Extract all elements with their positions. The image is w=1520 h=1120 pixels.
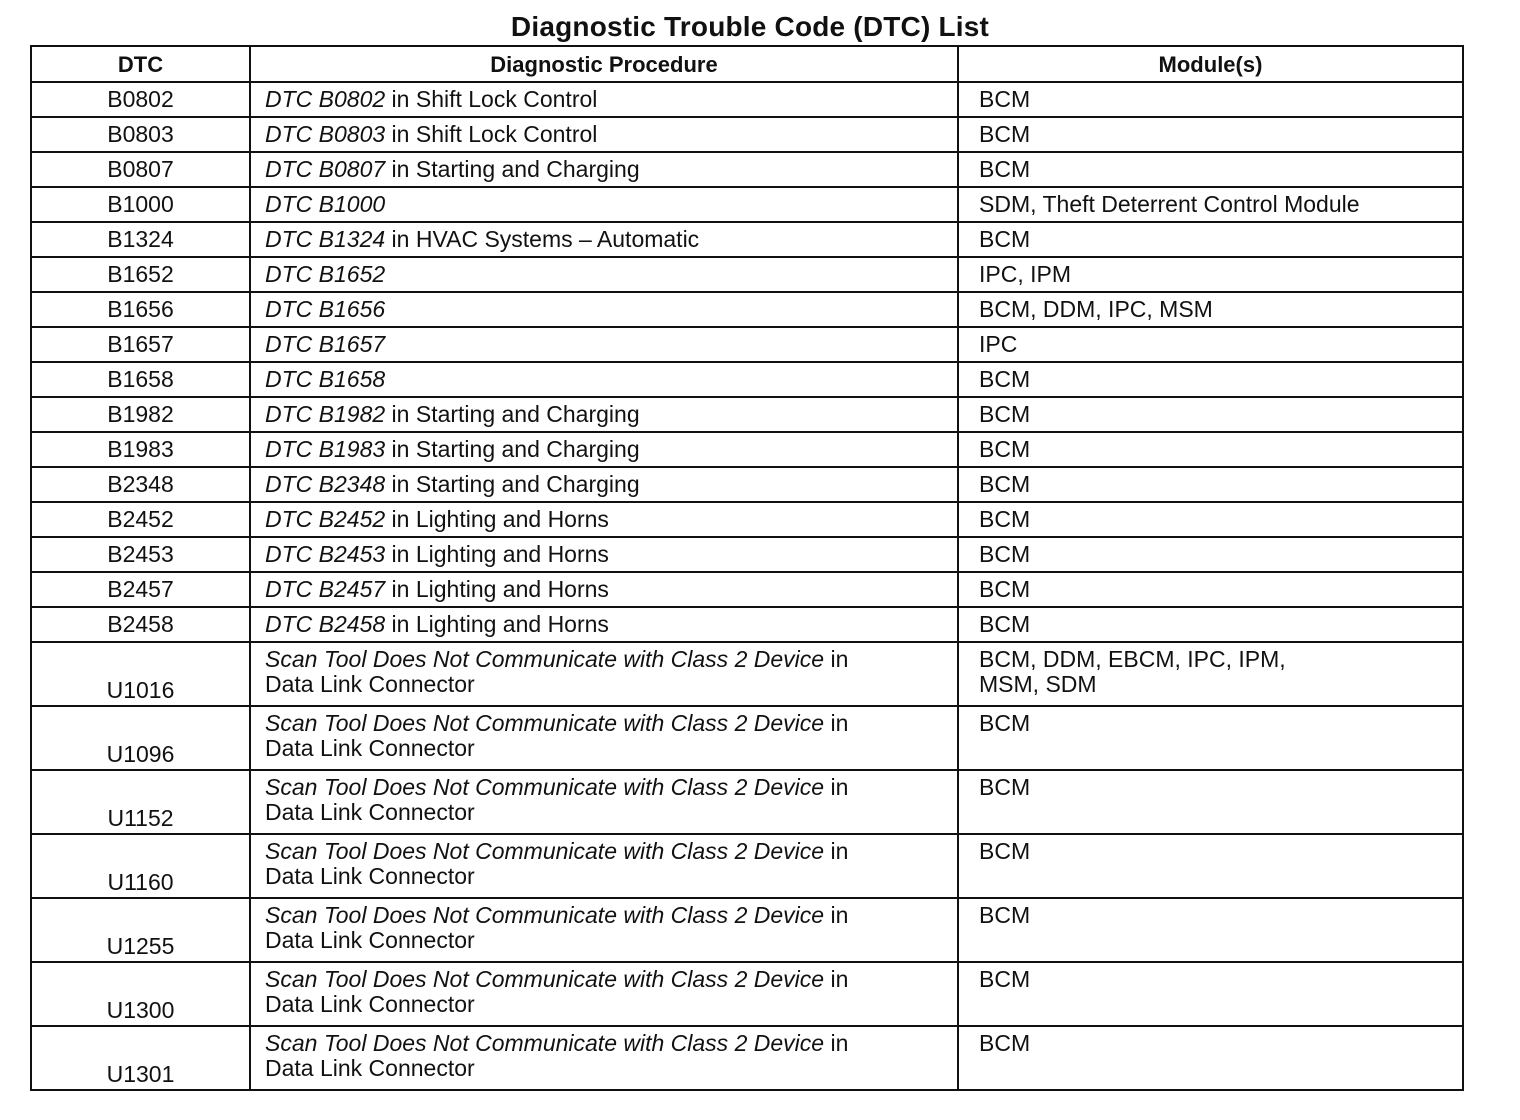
modules-line-1: IPC, IPM	[979, 261, 1072, 287]
procedure-cell	[250, 962, 958, 1026]
procedure-cell	[250, 1026, 958, 1090]
modules-line-1: BCM	[979, 471, 1031, 497]
modules-line-1: BCM	[979, 902, 1031, 928]
procedure-line-1	[265, 331, 385, 357]
procedure-line-1	[265, 1031, 957, 1056]
procedure-cell	[250, 82, 958, 117]
modules-cell	[958, 82, 1463, 117]
procedure-reference-link[interactable]: Scan Tool Does Not Communicate with Class 2 Device	[265, 966, 825, 992]
procedure-reference-link[interactable]: Scan Tool Does Not Communicate with Class 2 Device	[265, 710, 825, 736]
dtc-code-cell: B1982	[31, 397, 250, 432]
dtc-code-cell: B1658	[31, 362, 250, 397]
procedure-line-1	[265, 366, 385, 392]
table-row	[31, 467, 1463, 502]
table-row	[31, 362, 1463, 397]
procedure-section: in Shift Lock Control	[385, 86, 598, 112]
modules-line-1: BCM	[979, 121, 1031, 147]
modules-line-1: BCM	[979, 226, 1031, 252]
table-row	[31, 152, 1463, 187]
procedure-section: in	[824, 966, 849, 992]
procedure-cell	[250, 117, 958, 152]
table-row	[31, 1026, 1463, 1090]
dtc-code-cell: U1016	[31, 642, 250, 706]
table-row	[31, 607, 1463, 642]
table-row	[31, 642, 1463, 706]
procedure-line-1	[265, 121, 597, 147]
table-row	[31, 187, 1463, 222]
modules-line-1: BCM	[979, 838, 1031, 864]
procedure-reference-link[interactable]: DTC B2348	[265, 471, 386, 497]
modules-cell	[958, 117, 1463, 152]
modules-cell	[958, 706, 1463, 770]
modules-cell	[958, 467, 1463, 502]
procedure-reference-link[interactable]: Scan Tool Does Not Communicate with Class 2 Device	[265, 1030, 825, 1056]
procedure-section: in Starting and Charging	[385, 471, 640, 497]
modules-cell	[958, 362, 1463, 397]
column-header-dtc: DTC	[31, 46, 250, 82]
table-row	[31, 706, 1463, 770]
procedure-line-1	[265, 775, 957, 800]
procedure-line-1	[265, 191, 385, 217]
procedure-cell	[250, 152, 958, 187]
procedure-line-1	[265, 967, 957, 992]
procedure-cell	[250, 502, 958, 537]
dtc-table	[30, 45, 1464, 1091]
procedure-cell	[250, 572, 958, 607]
table-row	[31, 834, 1463, 898]
procedure-section: in Lighting and Horns	[385, 506, 609, 532]
procedure-cell	[250, 467, 958, 502]
procedure-line-1	[265, 261, 385, 287]
procedure-cell	[250, 432, 958, 467]
modules-line-1: BCM	[979, 611, 1031, 637]
procedure-section: in Starting and Charging	[385, 401, 640, 427]
table-header-row	[31, 46, 1463, 82]
procedure-section: in	[824, 646, 849, 672]
procedure-line-1	[265, 296, 385, 322]
procedure-reference-link[interactable]: DTC B1658	[265, 366, 386, 392]
procedure-section: in	[824, 774, 849, 800]
modules-cell	[958, 257, 1463, 292]
procedure-reference-link[interactable]: DTC B1983	[265, 436, 386, 462]
modules-cell	[958, 1026, 1463, 1090]
dtc-code-cell: B1652	[31, 257, 250, 292]
procedure-line-1	[265, 576, 609, 602]
procedure-line-1	[265, 541, 609, 567]
modules-cell	[958, 834, 1463, 898]
procedure-line-1	[265, 401, 640, 427]
dtc-code-cell: B1656	[31, 292, 250, 327]
procedure-reference-link[interactable]: Scan Tool Does Not Communicate with Class 2 Device	[265, 774, 825, 800]
modules-cell	[958, 962, 1463, 1026]
procedure-reference-link[interactable]: DTC B0807	[265, 156, 386, 182]
procedure-section: in Lighting and Horns	[385, 576, 609, 602]
procedure-cell	[250, 362, 958, 397]
modules-cell	[958, 152, 1463, 187]
procedure-section: in	[824, 838, 849, 864]
procedure-reference-link[interactable]: DTC B2458	[265, 611, 386, 637]
modules-cell	[958, 607, 1463, 642]
procedure-section: in HVAC Systems – Automatic	[385, 226, 700, 252]
procedure-line-1	[265, 647, 957, 672]
modules-line-1: BCM	[979, 710, 1031, 736]
procedure-line-2: Data Link Connector	[265, 1055, 475, 1081]
table-row	[31, 770, 1463, 834]
modules-line-2: MSM, SDM	[979, 671, 1097, 697]
procedure-cell	[250, 607, 958, 642]
procedure-line-2: Data Link Connector	[265, 735, 475, 761]
modules-cell	[958, 898, 1463, 962]
procedure-line-1	[265, 156, 640, 182]
procedure-line-2: Data Link Connector	[265, 991, 475, 1017]
procedure-section: in	[824, 1030, 849, 1056]
procedure-line-1	[265, 711, 957, 736]
modules-cell	[958, 770, 1463, 834]
dtc-code-cell: U1152	[31, 770, 250, 834]
modules-cell	[958, 187, 1463, 222]
dtc-code-cell: B1983	[31, 432, 250, 467]
table-row	[31, 292, 1463, 327]
procedure-cell	[250, 257, 958, 292]
procedure-line-2: Data Link Connector	[265, 927, 475, 953]
dtc-code-cell: U1301	[31, 1026, 250, 1090]
page-title: Diagnostic Trouble Code (DTC) List	[510, 11, 990, 42]
dtc-code-cell: U1096	[31, 706, 250, 770]
table-row	[31, 82, 1463, 117]
modules-cell	[958, 327, 1463, 362]
table-row	[31, 327, 1463, 362]
dtc-code-cell: B0807	[31, 152, 250, 187]
procedure-line-1	[265, 436, 640, 462]
procedure-section: in	[824, 902, 849, 928]
procedure-cell	[250, 292, 958, 327]
modules-cell	[958, 502, 1463, 537]
procedure-reference-link[interactable]: DTC B1000	[265, 191, 386, 217]
procedure-line-1	[265, 903, 957, 928]
dtc-code-cell: B1657	[31, 327, 250, 362]
dtc-code-cell: B2452	[31, 502, 250, 537]
table-row	[31, 898, 1463, 962]
dtc-code-cell: B2348	[31, 467, 250, 502]
modules-line-1: IPC	[979, 331, 1018, 357]
procedure-reference-link[interactable]: DTC B1657	[265, 331, 386, 357]
dtc-code-cell: U1255	[31, 898, 250, 962]
procedure-reference-link[interactable]: Scan Tool Does Not Communicate with Class 2 Device	[265, 902, 825, 928]
table-row	[31, 222, 1463, 257]
modules-line-1: BCM	[979, 436, 1031, 462]
table-row	[31, 537, 1463, 572]
procedure-reference-link[interactable]: Scan Tool Does Not Communicate with Class 2 Device	[265, 646, 825, 672]
procedure-reference-link[interactable]: DTC B1652	[265, 261, 386, 287]
procedure-line-2: Data Link Connector	[265, 863, 475, 889]
modules-cell	[958, 432, 1463, 467]
modules-line-1: BCM	[979, 576, 1031, 602]
dtc-code-cell: U1160	[31, 834, 250, 898]
modules-line-1: BCM	[979, 966, 1031, 992]
dtc-code-cell: B0803	[31, 117, 250, 152]
procedure-line-1	[265, 611, 609, 637]
procedure-section: in Starting and Charging	[385, 156, 640, 182]
modules-cell	[958, 572, 1463, 607]
procedure-reference-link[interactable]: DTC B0802	[265, 86, 386, 112]
modules-line-1: BCM	[979, 774, 1031, 800]
modules-line-1: SDM, Theft Deterrent Control Module	[979, 191, 1360, 217]
procedure-line-2: Data Link Connector	[265, 671, 475, 697]
modules-line-1: BCM	[979, 366, 1031, 392]
procedure-section: in Starting and Charging	[385, 436, 640, 462]
procedure-cell	[250, 327, 958, 362]
table-row	[31, 962, 1463, 1026]
procedure-reference-link[interactable]: DTC B2457	[265, 576, 386, 602]
procedure-line-2: Data Link Connector	[265, 799, 475, 825]
procedure-reference-link[interactable]: DTC B1656	[265, 296, 386, 322]
procedure-cell	[250, 187, 958, 222]
modules-line-1: BCM	[979, 1030, 1031, 1056]
dtc-code-cell: B0802	[31, 82, 250, 117]
procedure-reference-link[interactable]: DTC B1982	[265, 401, 386, 427]
procedure-reference-link[interactable]: DTC B2453	[265, 541, 386, 567]
table-row	[31, 397, 1463, 432]
procedure-line-1	[265, 839, 957, 864]
table-row	[31, 117, 1463, 152]
procedure-cell	[250, 537, 958, 572]
table-row	[31, 572, 1463, 607]
table-body	[31, 82, 1463, 1090]
procedure-section: in	[824, 710, 849, 736]
modules-line-1: BCM	[979, 86, 1031, 112]
procedure-cell	[250, 834, 958, 898]
modules-cell	[958, 292, 1463, 327]
procedure-reference-link[interactable]: Scan Tool Does Not Communicate with Class 2 Device	[265, 838, 825, 864]
table-row	[31, 502, 1463, 537]
procedure-line-1	[265, 506, 609, 532]
dtc-code-cell: B1000	[31, 187, 250, 222]
procedure-cell	[250, 222, 958, 257]
modules-line-1: BCM, DDM, EBCM, IPC, IPM,	[979, 646, 1286, 672]
modules-line-1: BCM	[979, 506, 1031, 532]
modules-line-1: BCM	[979, 156, 1031, 182]
procedure-reference-link[interactable]: DTC B0803	[265, 121, 386, 147]
procedure-line-1	[265, 471, 640, 497]
procedure-line-1	[265, 226, 699, 252]
procedure-cell	[250, 706, 958, 770]
dtc-code-cell: B1324	[31, 222, 250, 257]
modules-line-1: BCM, DDM, IPC, MSM	[979, 296, 1213, 322]
procedure-section: in Shift Lock Control	[385, 121, 598, 147]
modules-cell	[958, 222, 1463, 257]
dtc-code-cell: B2453	[31, 537, 250, 572]
procedure-line-1	[265, 86, 597, 112]
modules-line-1: BCM	[979, 401, 1031, 427]
modules-cell	[958, 397, 1463, 432]
modules-cell	[958, 537, 1463, 572]
column-header-procedure: Diagnostic Procedure	[250, 46, 958, 82]
procedure-reference-link[interactable]: DTC B1324	[265, 226, 386, 252]
dtc-code-cell: U1300	[31, 962, 250, 1026]
procedure-cell	[250, 898, 958, 962]
procedure-cell	[250, 770, 958, 834]
procedure-reference-link[interactable]: DTC B2452	[265, 506, 386, 532]
table-row	[31, 257, 1463, 292]
table-row	[31, 432, 1463, 467]
dtc-code-cell: B2457	[31, 572, 250, 607]
procedure-section: in Lighting and Horns	[385, 611, 609, 637]
procedure-cell	[250, 642, 958, 706]
column-header-modules: Module(s)	[958, 46, 1463, 82]
modules-line-1: BCM	[979, 541, 1031, 567]
modules-cell	[958, 642, 1463, 706]
procedure-cell	[250, 397, 958, 432]
dtc-code-cell: B2458	[31, 607, 250, 642]
procedure-section: in Lighting and Horns	[385, 541, 609, 567]
